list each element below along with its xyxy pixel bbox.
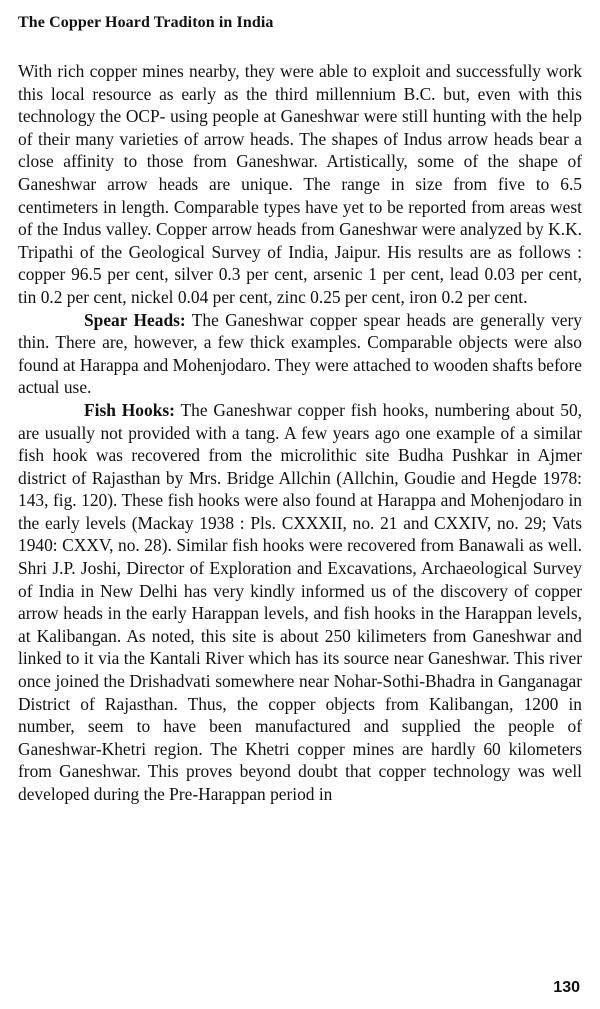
paragraph-arrow-heads — [18, 60, 582, 309]
paragraph-text: With rich copper mines nearby, they were able to exploit and successfully work this local resource as early as the third millennium B.C. but, even with this technology the OCP- using people at Ganeshwar were still hunting with the help of their many varieties of arrow heads. The shapes of Indus arrow heads bear a close affinity to those from Ganeshwar. Artistically, some of the shape of Ganeshwar arrow heads are unique. The range in size from five to 6.5 centimeters in length. Comparable types have yet to be reported from areas west of the Indus valley. Copper arrow heads from Ganeshwar were analyzed by K.K. Tripathi of the Geological Survey of India, Jaipur. His results are as follows : copper 96.5 per cent, silver 0.3 per cent, arsenic 1 per cent, lead 0.03 per cent, tin 0.2 per cent, nickel 0.04 per cent, zinc 0.25 per cent, iron 0.2 per cent. — [18, 61, 582, 307]
paragraph-text: The Ganeshwar copper fish hooks, numbering about 50, are usually not provided with a tang. A few years ago one example of a similar fish hook was recovered from the microlithic site Budha Pushkar in Ajmer district of Rajasthan by Mrs. Bridge Allchin (Allchin, Goudie and Hegde 1978: 143, fig. 120). These fish hooks were also found at Harappa and Mohenjodaro in the early levels (Mackay 1938 : Pls. CXXXII, no. 21 and CXXIV, no. 29; Vats 1940: CXXV, no. 28). Similar fish hooks were recovered from Banawali as well. Shri J.P. Joshi, Director of Exploration and Excavations, Archaeological Survey of India in New Delhi has very kindly informed us of the discovery of copper arrow heads in the early Harappan levels, and fish hooks in the Harappan levels, at Kalibangan. As noted, this site is about 250 kilimeters from Ganeshwar and linked to it via the Kantali River which has its source near Ganeshwar. This river once joined the Drishadvati somewhere near Nohar-Sothi-Bhadra in Ganganagar District of Rajasthan. Thus, the copper objects from Kalibangan, 1200 in number, seem to have been manufactured and supplied the people of Ganeshwar-Khetri region. The Khetri copper mines are hardly 60 kilometers from Ganeshwar. This proves beyond doubt that copper technology was well developed during the Pre-Harappan period in — [18, 399, 583, 804]
body-text — [18, 60, 582, 806]
section-heading-spear-heads: Spear Heads: — [84, 309, 186, 330]
section-heading-fish-hooks: Fish Hooks: — [84, 399, 175, 420]
paragraph-spear-heads — [18, 309, 582, 399]
running-head: The Copper Hoard Traditon in India — [18, 14, 274, 31]
paragraph-text: The Ganeshwar copper spear heads are generally very thin. There are, however, a few thick examples. Comparable objects were also found at Harappa and Mohenjodaro. They were attached to wooden shafts before actual use. — [18, 309, 582, 398]
page-number: 130 — [553, 979, 580, 996]
paragraph-fish-hooks — [18, 399, 582, 806]
